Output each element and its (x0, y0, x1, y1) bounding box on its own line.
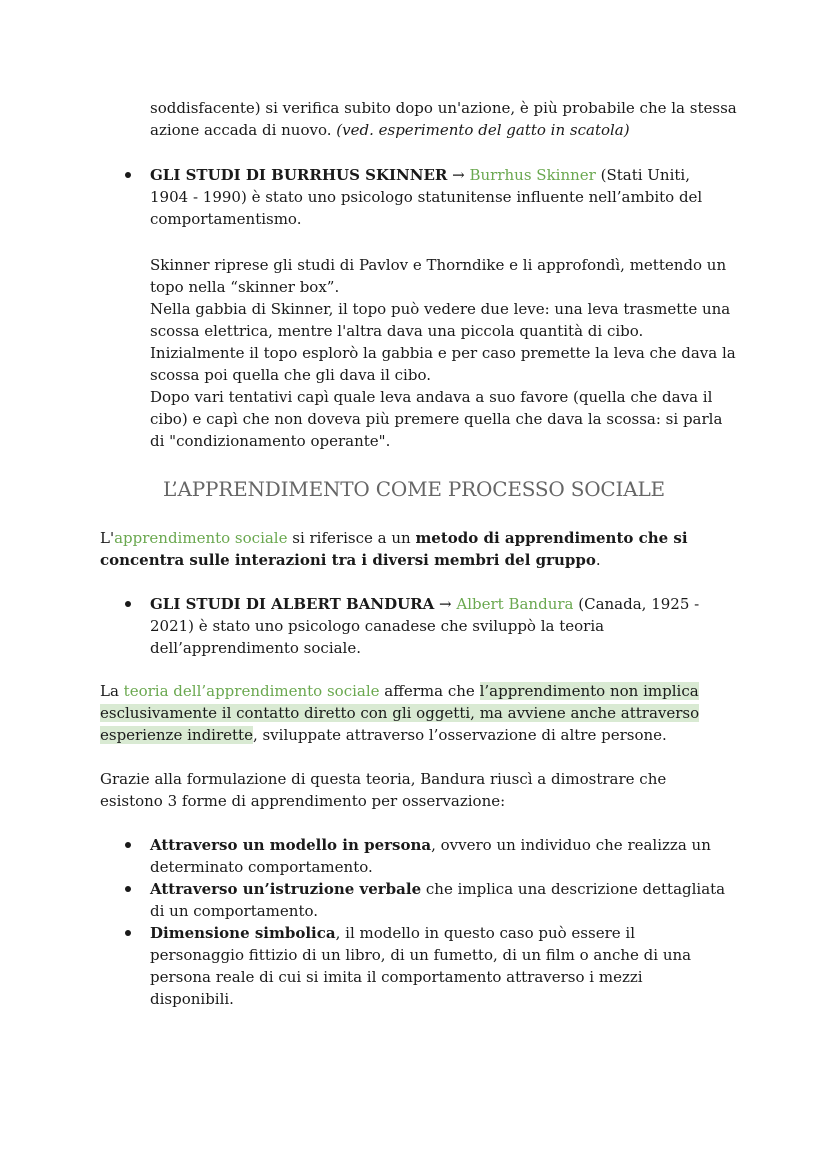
theory-text (100, 680, 710, 746)
intro-paragraph (150, 97, 740, 141)
bandura-desc: (Canada, 1925 - 2021) è stato uno psicologo canadese che sviluppò la teoria dell’apprendimento sociale. (150, 595, 700, 657)
intro-line-2 (150, 119, 740, 141)
section-heading: L’APPRENDIMENTO COME PROCESSO SOCIALE (163, 477, 665, 501)
skinner-paragraph (150, 254, 740, 452)
text: afferma che (379, 682, 480, 700)
list-item (150, 834, 730, 878)
intro-text: azione accada di nuovo. (150, 121, 337, 139)
text: . (595, 551, 601, 569)
term-apprendimento-sociale: apprendimento sociale (114, 529, 288, 547)
skinner-p1: Skinner riprese gli studi di Pavlov e Thorndike e li approfondì, mettendo un topo nella “skinner box”. (150, 256, 727, 296)
list-item (150, 593, 740, 659)
forms-intro-text: Grazie alla formulazione di questa teoria, Bandura riuscì a dimostrare che esistono 3 forme di apprendimento per osservazione: (100, 770, 667, 810)
intro-italic-note: (ved. esperimento del gatto in scatola) (336, 121, 630, 139)
intro-line-1: soddisfacente) si verifica subito dopo un'azione, è più probabile che la stessa (150, 99, 737, 117)
form-title: Attraverso un modello in persona (150, 836, 432, 854)
form-desc: che implica una descrizione dettagliata di un comportamento. (150, 880, 726, 920)
skinner-p4: Dopo vari tentativi capì quale leva andava a suo favore (quella che dava il cibo) e capì che non doveva più premere quella che dava la scossa: si parla di "condizionamento operante". (150, 388, 723, 450)
theory-paragraph (100, 680, 710, 746)
skinner-intro (150, 164, 710, 230)
list-item (150, 164, 740, 230)
arrow-icon: → (434, 595, 457, 613)
forms-list (150, 834, 730, 1010)
form-desc: , il modello in questo caso può essere il personaggio fittizio di un libro, di un fumetto, di un film o anche di una persona reale di cui si imita il comportamento attraverso i mezzi disponibili. (150, 924, 692, 1008)
text: La (100, 682, 124, 700)
skinner-p3: Inizialmente il topo esplorò la gabbia e per caso premette la leva che dava la scossa poi quella che gli dava il cibo. (150, 344, 736, 384)
bullet-icon (125, 601, 131, 607)
skinner-p2: Nella gabbia di Skinner, il topo può vedere due leve: una leva trasmette una scossa elettrica, mentre l'altra dava una piccola quantità di cibo. (150, 300, 731, 340)
bandura-name: Albert Bandura (456, 595, 574, 613)
skinner-desc: (Stati Uniti, 1904 - 1990) è stato uno psicologo statunitense influente nell’ambito del comportamentismo. (150, 166, 703, 228)
bandura-title: GLI STUDI DI ALBERT BANDURA (150, 595, 435, 613)
text: L' (100, 529, 115, 547)
form-title: Dimensione simbolica (150, 924, 336, 942)
list-item (150, 922, 730, 1010)
text: , sviluppate attraverso l’osservazione di altre persone. (252, 726, 667, 744)
skinner-bullet (150, 164, 740, 230)
bullet-icon (125, 930, 131, 936)
term-teoria: teoria dell’apprendimento sociale (123, 682, 380, 700)
form-desc: , ovvero un individuo che realizza un determinato comportamento. (150, 836, 711, 876)
bandura-intro (150, 593, 725, 659)
skinner-name: Burrhus Skinner (469, 166, 596, 184)
bullet-icon (125, 842, 131, 848)
skinner-title: GLI STUDI DI BURRHUS SKINNER (150, 166, 448, 184)
text: si riferisce a un (287, 529, 416, 547)
list-item (150, 878, 730, 922)
forms-intro-paragraph (100, 768, 730, 812)
social-learning-paragraph (100, 527, 730, 571)
bandura-bullet (150, 593, 740, 659)
highlighted-text: l’apprendimento non implica esclusivamente il contatto diretto con gli oggetti, ma avviene anche attraverso esperienze indirette (100, 682, 700, 744)
social-learning-text (100, 527, 730, 571)
bullet-icon (125, 172, 131, 178)
bullet-icon (125, 886, 131, 892)
form-title: Attraverso un’istruzione verbale (150, 880, 422, 898)
bold-definition: metodo di apprendimento che si concentra sulle interazioni tra i diversi membri del gruppo (100, 529, 688, 569)
arrow-icon: → (447, 166, 470, 184)
